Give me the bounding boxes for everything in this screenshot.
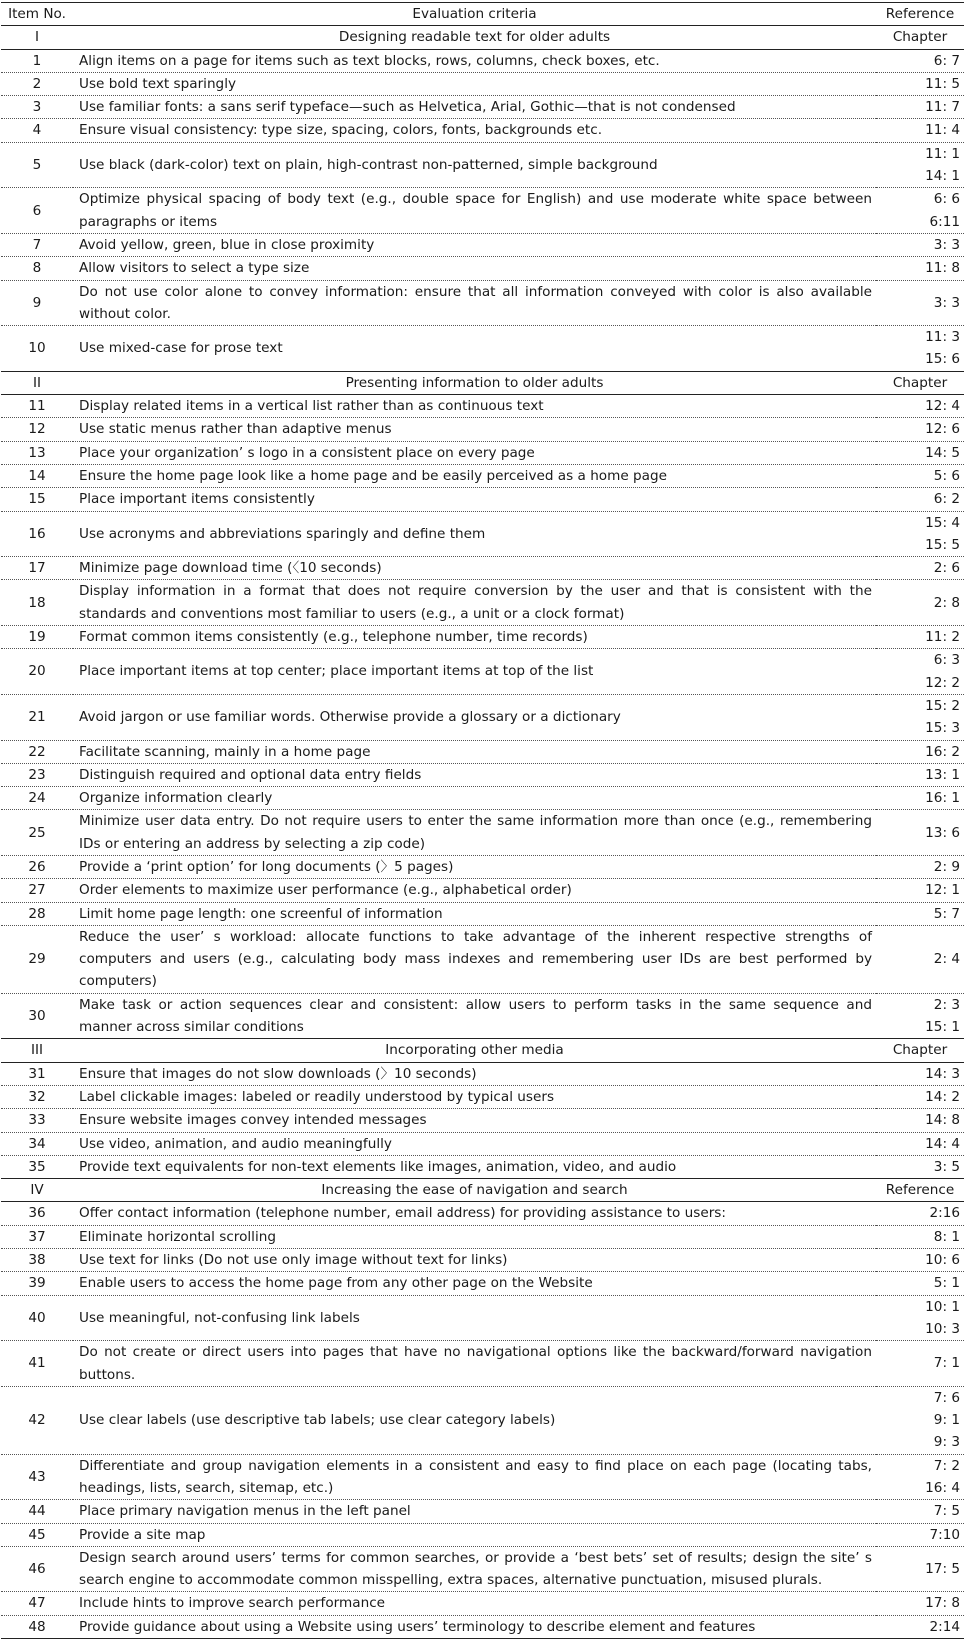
reference-cell: [876, 855, 964, 878]
item-number: 22: [28, 743, 46, 760]
table-row: [1, 1500, 964, 1523]
section-number: IV: [30, 1182, 44, 1199]
table-header: [1, 3, 964, 26]
reference-value: 10: 1: [925, 1298, 960, 1315]
criterion-text: Optimize physical spacing of body text (e.g., double space for English) and use moderate white space between paragraphs or items: [79, 191, 872, 230]
reference-value: 10: 6: [925, 1252, 960, 1269]
reference-value: 6:11: [929, 213, 960, 230]
criterion-text: Minimize user data entry. Do not require users to enter the same information more than once (e.g., remembering IDs or entering an address by selecting a zip code): [79, 813, 872, 852]
reference-cell: [876, 488, 964, 511]
reference-cell: [876, 1155, 964, 1178]
reference-value: 2: 6: [933, 560, 960, 577]
criterion-text: Distinguish required and optional data entry fields: [79, 766, 422, 783]
reference-cell: [876, 1249, 964, 1272]
reference-value: 11: 8: [925, 260, 960, 277]
table-row: [1, 1592, 964, 1615]
reference-value: 2:14: [929, 1618, 960, 1635]
table-row: [1, 1341, 964, 1387]
criterion-text: Design search around users’ terms for common searches, or provide a ‘best bets’ set of results; design the site’ s search engine to accommodate common misspelling, extra spaces, alternative punctuation, misused plurals.: [79, 1549, 872, 1589]
item-number: 36: [28, 1205, 46, 1222]
reference-cell: [876, 993, 964, 1039]
table-row: [1, 488, 964, 511]
reference-cell: [876, 810, 964, 856]
reference-value: 13: 1: [925, 766, 960, 783]
reference-cell: [876, 96, 964, 119]
reference-cell: [876, 1272, 964, 1295]
item-number: 15: [28, 491, 46, 508]
reference-value: 16: 2: [925, 743, 960, 760]
criterion-text: Do not use color alone to convey information: ensure that all information conveyed with color is also available without color.: [79, 283, 872, 322]
criterion-text: Avoid jargon or use familiar words. Otherwise provide a glossary or a dictionary: [79, 709, 621, 726]
criteria-table: [1, 2, 964, 1639]
reference-cell: [876, 464, 964, 487]
reference-cell: [876, 580, 964, 626]
reference-value: 12: 4: [925, 398, 960, 415]
item-number: 12: [28, 421, 46, 438]
table-row: [1, 694, 964, 740]
criterion-text: Use meaningful, not-confusing link labels: [79, 1309, 360, 1326]
item-number: 48: [28, 1618, 46, 1635]
reference-value: 12: 6: [925, 421, 960, 438]
reference-value: 13: 6: [925, 824, 960, 841]
item-number: 20: [28, 663, 46, 680]
reference-cell: [876, 1295, 964, 1341]
criterion-text: Use text for links (Do not use only image without text for links): [79, 1252, 508, 1269]
reference-value: 3: 3: [933, 294, 960, 311]
reference-value: 14: 2: [925, 1088, 960, 1105]
item-number: 25: [28, 824, 46, 841]
item-number: 27: [28, 882, 46, 899]
header-reference: Reference: [885, 6, 955, 22]
table-row: [1, 395, 964, 418]
item-number: 1: [32, 52, 42, 69]
criterion-text: Place important items at top center; place important items at top of the list: [79, 663, 594, 680]
item-number: 38: [28, 1252, 46, 1269]
criterion-text: Label clickable images: labeled or readily understood by typical users: [79, 1088, 555, 1105]
table-row: [1, 626, 964, 649]
item-number: 33: [28, 1112, 46, 1129]
item-number: 47: [28, 1595, 46, 1612]
criterion-text: Use static menus rather than adaptive menus: [79, 421, 392, 438]
item-number: 19: [28, 629, 46, 646]
reference-value: 7: 6: [933, 1389, 960, 1406]
reference-value: 17: 5: [925, 1561, 960, 1578]
reference-cell: [876, 395, 964, 418]
item-number: 18: [28, 594, 46, 611]
reference-cell: [876, 626, 964, 649]
item-number: 26: [28, 858, 46, 875]
reference-value: 9: 1: [933, 1412, 960, 1429]
reference-cell: [876, 142, 964, 188]
reference-value: 3: 5: [933, 1158, 960, 1175]
criterion-text: Use black (dark-color) text on plain, high-contrast non-patterned, simple background: [79, 156, 658, 173]
reference-value: 5: 6: [933, 467, 960, 484]
reference-cell: [876, 557, 964, 580]
criterion-text: Do not create or direct users into pages that have no navigational options like the backward/forward navigation buttons.: [79, 1344, 872, 1383]
table-row: [1, 1295, 964, 1341]
criterion-text: Ensure that images do not slow downloads (〉10 seconds): [79, 1065, 477, 1082]
table-row: [1, 96, 964, 119]
reference-cell: [876, 1386, 964, 1454]
item-number: 31: [28, 1065, 46, 1082]
reference-value: 14: 1: [925, 168, 960, 185]
reference-cell: [876, 740, 964, 763]
section-title: Increasing the ease of navigation and search: [321, 1182, 628, 1199]
table-row: [1, 1202, 964, 1225]
reference-value: 14: 3: [925, 1065, 960, 1082]
criterion-text: Organize information clearly: [79, 790, 273, 807]
table-row: [1, 142, 964, 188]
criterion-text: Use bold text sparingly: [79, 75, 237, 92]
item-number: 32: [28, 1088, 46, 1105]
reference-cell: [876, 326, 964, 372]
reference-value: 2: 9: [933, 858, 960, 875]
section-title: Presenting information to older adults: [345, 374, 604, 391]
reference-value: 11: 5: [925, 75, 960, 92]
reference-cell: [876, 1615, 964, 1638]
item-number: 24: [28, 790, 46, 807]
item-number: 46: [28, 1561, 46, 1578]
item-number: 39: [28, 1275, 46, 1292]
criterion-text: Enable users to access the home page from any other page on the Website: [79, 1275, 593, 1292]
table-row: [1, 1109, 964, 1132]
criterion-text: Place your organization’ s logo in a consistent place on every page: [79, 444, 535, 461]
reference-cell: [876, 1132, 964, 1155]
reference-value: 15: 1: [925, 1019, 960, 1036]
section-reference-label: Chapter: [892, 374, 948, 391]
criterion-text: Make task or action sequences clear and consistent: allow users to perform tasks in the same sequence and manner across similar conditions: [79, 996, 872, 1036]
reference-value: 15: 3: [925, 720, 960, 737]
table-row: [1, 511, 964, 557]
reference-value: 8: 1: [933, 1228, 960, 1245]
reference-value: 11: 1: [925, 145, 960, 162]
reference-value: 2:16: [929, 1205, 960, 1222]
table-row: [1, 188, 964, 234]
criterion-text: Use acronyms and abbreviations sparingly and define them: [79, 525, 486, 542]
reference-cell: [876, 879, 964, 902]
section-title: Designing readable text for older adults: [338, 29, 611, 46]
reference-cell: [876, 49, 964, 72]
criterion-text: Allow visitors to select a type size: [79, 260, 310, 277]
reference-value: 16: 1: [925, 790, 960, 807]
criterion-text: Provide a ‘print option’ for long documents (〉5 pages): [79, 858, 454, 875]
criterion-text: Include hints to improve search performance: [79, 1595, 386, 1612]
reference-value: 5: 7: [933, 905, 960, 922]
criterion-text: Differentiate and group navigation elements in a consistent and easy to find place on each page (locating tabs, headings, lists, search, sitemap, etc.): [79, 1457, 872, 1496]
table-row: [1, 1386, 964, 1454]
reference-cell: [876, 763, 964, 786]
criterion-text: Ensure the home page look like a home page and be easily perceived as a home page: [79, 467, 668, 484]
criterion-text: Ensure website images convey intended messages: [79, 1112, 427, 1129]
item-number: 45: [28, 1526, 46, 1543]
reference-value: 7: 2: [933, 1457, 960, 1474]
criterion-text: Format common items consistently (e.g., telephone number, time records): [79, 629, 588, 646]
reference-cell: [876, 1341, 964, 1387]
item-number: 40: [28, 1309, 46, 1326]
header-item-no: Item No.: [8, 6, 66, 22]
table-row: [1, 233, 964, 256]
table-row: [1, 993, 964, 1039]
table-row: [1, 1225, 964, 1248]
item-number: 42: [28, 1412, 46, 1429]
reference-value: 6: 7: [933, 52, 960, 69]
reference-value: 7:10: [929, 1526, 960, 1543]
table-row: [1, 1523, 964, 1546]
item-number: 29: [28, 951, 46, 968]
item-number: 41: [28, 1355, 46, 1372]
table-row: [1, 763, 964, 786]
reference-value: 2: 8: [933, 594, 960, 611]
criterion-text: Ensure visual consistency: type size, spacing, colors, fonts, backgrounds etc.: [79, 122, 603, 139]
section-reference-label: Reference: [885, 1182, 955, 1199]
criterion-text: Provide a site map: [79, 1526, 206, 1543]
item-number: 13: [28, 444, 46, 461]
item-number: 10: [28, 340, 46, 357]
section-row: [1, 1039, 964, 1062]
item-number: 3: [32, 99, 42, 116]
table-row: [1, 810, 964, 856]
item-number: 6: [32, 202, 42, 219]
table-row: [1, 1249, 964, 1272]
criterion-text: Facilitate scanning, mainly in a home page: [79, 743, 371, 760]
reference-cell: [876, 649, 964, 695]
item-number: 34: [28, 1135, 46, 1152]
reference-cell: [876, 280, 964, 326]
section-row: [1, 1179, 964, 1202]
item-number: 11: [28, 398, 46, 415]
criterion-text: Use familiar fonts: a sans serif typeface—such as Helvetica, Arial, Gothic—that is not condensed: [79, 99, 736, 116]
reference-value: 2: 3: [933, 996, 960, 1013]
reference-cell: [876, 1523, 964, 1546]
reference-cell: [876, 418, 964, 441]
section-number: I: [34, 29, 39, 46]
table-row: [1, 280, 964, 326]
table-row: [1, 740, 964, 763]
criterion-text: Provide text equivalents for non-text elements like images, animation, video, and audio: [79, 1158, 677, 1175]
reference-cell: [876, 1202, 964, 1225]
header-evaluation-criteria: Evaluation criteria: [412, 6, 537, 22]
table-row: [1, 879, 964, 902]
reference-cell: [876, 1109, 964, 1132]
criterion-text: Display information in a format that does not require conversion by the user and that is consistent with the standards and conventions most familiar to users (e.g., a unit or a clock format): [79, 583, 872, 622]
criterion-text: Use mixed-case for prose text: [79, 340, 283, 357]
criterion-text: Place primary navigation menus in the left panel: [79, 1503, 411, 1520]
reference-cell: [876, 1454, 964, 1500]
reference-value: 15: 2: [925, 697, 960, 714]
reference-value: 11: 4: [925, 122, 960, 139]
reference-value: 11: 2: [925, 629, 960, 646]
section-reference-label: Chapter: [892, 29, 948, 46]
criterion-text: Reduce the user’ s workload: allocate functions to take advantage of the inherent respective strengths of computers and users (e.g., calculating body mass indexes and remembering user IDs are best performed by computers): [79, 928, 872, 990]
item-number: 14: [28, 467, 46, 484]
section-title: Incorporating other media: [385, 1042, 564, 1059]
item-number: 9: [32, 294, 42, 311]
table-row: [1, 1085, 964, 1108]
reference-cell: [876, 1500, 964, 1523]
reference-value: 14: 8: [925, 1112, 960, 1129]
reference-value: 5: 1: [933, 1275, 960, 1292]
table-row: [1, 1546, 964, 1592]
reference-value: 16: 4: [925, 1480, 960, 1496]
item-number: 7: [32, 236, 42, 253]
criterion-text: Align items on a page for items such as text blocks, rows, columns, check boxes, etc.: [79, 52, 660, 69]
reference-cell: [876, 925, 964, 993]
table-row: [1, 1454, 964, 1500]
reference-value: 6: 6: [933, 191, 960, 208]
reference-cell: [876, 1546, 964, 1592]
table-row: [1, 72, 964, 95]
table-row: [1, 418, 964, 441]
table-row: [1, 902, 964, 925]
table-row: [1, 119, 964, 142]
criterion-text: Place important items consistently: [79, 491, 315, 508]
table-row: [1, 557, 964, 580]
item-number: 5: [32, 156, 42, 173]
section-number: III: [30, 1042, 44, 1059]
reference-value: 2: 4: [933, 951, 960, 968]
reference-value: 15: 5: [925, 536, 960, 553]
table-row: [1, 49, 964, 72]
table-row: [1, 1155, 964, 1178]
table-row: [1, 257, 964, 280]
reference-value: 10: 3: [925, 1320, 960, 1337]
reference-value: 6: 3: [933, 652, 960, 669]
reference-value: 9: 3: [933, 1434, 960, 1451]
criterion-text: Use video, animation, and audio meaningfully: [79, 1135, 392, 1152]
reference-cell: [876, 1062, 964, 1085]
reference-value: 11: 7: [925, 99, 960, 116]
reference-cell: [876, 694, 964, 740]
reference-value: 7: 1: [933, 1355, 960, 1372]
reference-value: 3: 3: [933, 236, 960, 253]
reference-cell: [876, 902, 964, 925]
table-row: [1, 464, 964, 487]
reference-value: 14: 4: [925, 1135, 960, 1152]
item-number: 21: [28, 709, 46, 726]
item-number: 30: [28, 1007, 46, 1024]
table-row: [1, 326, 964, 372]
header-row: [1, 3, 964, 26]
criterion-text: Use clear labels (use descriptive tab labels; use clear category labels): [79, 1412, 556, 1429]
reference-value: 15: 4: [925, 514, 960, 531]
reference-cell: [876, 1225, 964, 1248]
section-row: [1, 26, 964, 49]
criterion-text: Provide guidance about using a Website using users’ terminology to describe element and features: [79, 1618, 756, 1635]
reference-value: 6: 2: [933, 491, 960, 508]
reference-cell: [876, 511, 964, 557]
reference-cell: [876, 441, 964, 464]
table-row: [1, 1272, 964, 1295]
item-number: 35: [28, 1158, 46, 1175]
reference-cell: [876, 1592, 964, 1615]
criterion-text: Order elements to maximize user performance (e.g., alphabetical order): [79, 882, 572, 899]
table-row: [1, 787, 964, 810]
table-row: [1, 855, 964, 878]
item-number: 37: [28, 1228, 46, 1245]
section-row: [1, 371, 964, 394]
section-number: II: [32, 374, 42, 391]
reference-value: 12: 2: [925, 674, 960, 691]
item-number: 8: [32, 260, 42, 277]
reference-cell: [876, 787, 964, 810]
table-body: [1, 26, 964, 1639]
reference-cell: [876, 1085, 964, 1108]
reference-value: 17: 8: [925, 1595, 960, 1612]
reference-cell: [876, 119, 964, 142]
item-number: 2: [32, 75, 42, 92]
criterion-text: Offer contact information (telephone number, email address) for providing assistance to users:: [79, 1205, 726, 1222]
criterion-text: Eliminate horizontal scrolling: [79, 1228, 276, 1245]
reference-value: 15: 6: [925, 351, 960, 368]
table-row: [1, 925, 964, 993]
table-row: [1, 1132, 964, 1155]
criterion-text: Display related items in a vertical list rather than as continuous text: [79, 398, 544, 415]
table-row: [1, 580, 964, 626]
criterion-text: Minimize page download time (〈10 seconds): [79, 560, 382, 577]
item-number: 4: [32, 122, 42, 139]
reference-value: 14: 5: [925, 444, 960, 461]
reference-value: 11: 3: [925, 329, 960, 346]
table-row: [1, 649, 964, 695]
item-number: 28: [28, 905, 46, 922]
reference-cell: [876, 72, 964, 95]
table-row: [1, 1062, 964, 1085]
reference-cell: [876, 257, 964, 280]
item-number: 23: [28, 766, 46, 783]
item-number: 16: [28, 525, 46, 542]
section-reference-label: Chapter: [892, 1042, 948, 1059]
item-number: 43: [28, 1468, 46, 1485]
criterion-text: Limit home page length: one screenful of information: [79, 905, 443, 922]
reference-value: 7: 5: [933, 1503, 960, 1520]
criterion-text: Avoid yellow, green, blue in close proximity: [79, 236, 375, 253]
reference-value: 12: 1: [925, 882, 960, 899]
reference-cell: [876, 233, 964, 256]
item-number: 17: [28, 560, 46, 577]
item-number: 44: [28, 1503, 46, 1520]
reference-cell: [876, 188, 964, 234]
table-row: [1, 441, 964, 464]
table-row: [1, 1615, 964, 1638]
